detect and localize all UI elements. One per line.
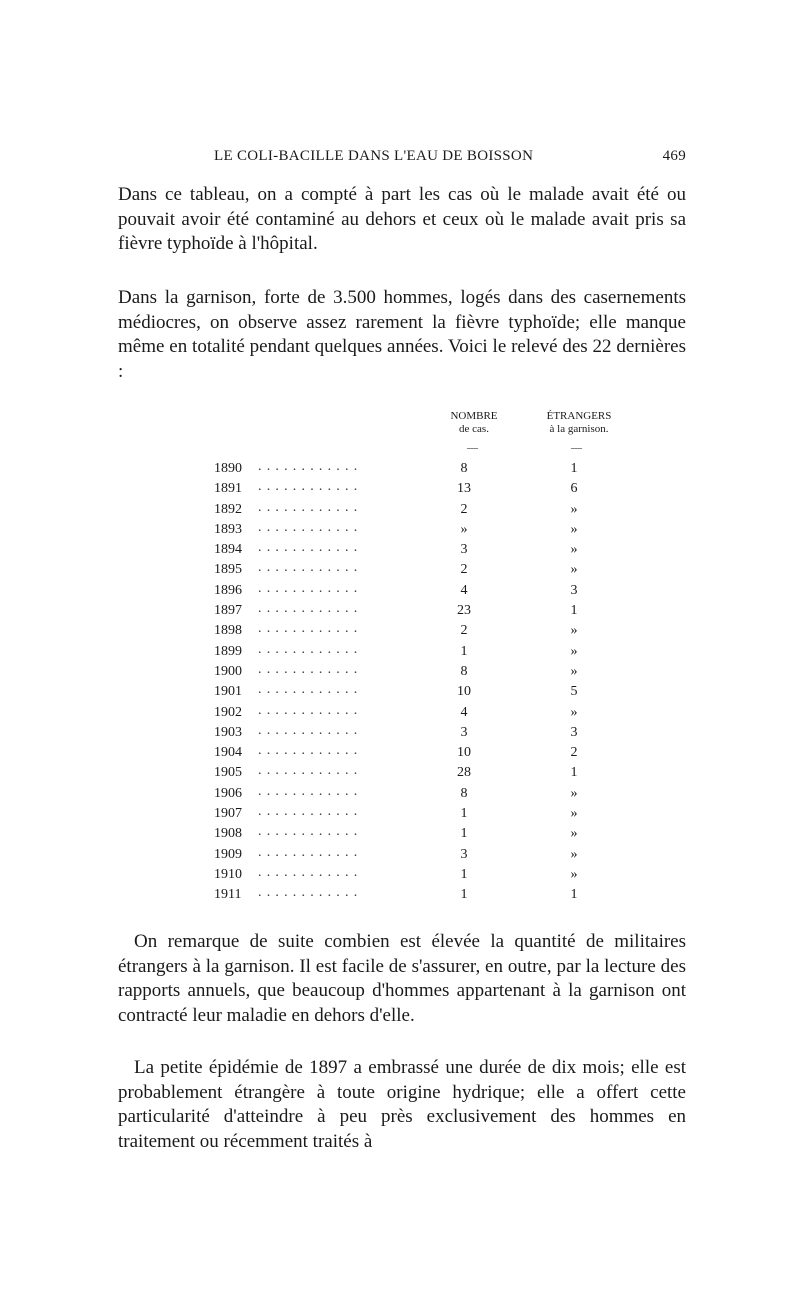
row-cases: 10 (457, 745, 471, 761)
row-year: 1900 (214, 663, 242, 679)
row-cases: 1 (460, 643, 468, 659)
row-cases: 13 (457, 481, 471, 497)
paragraph-2: Dans la garnison, forte de 3.500 hommes, logés dans des casernements médiocres, on observe assez rarement la fièvre typhoïde; elle manque même en totalité pendant quelques années. Voici le relevé des 22 dernières : (118, 287, 686, 382)
table-row (214, 826, 634, 846)
dot-leader: ............ (258, 540, 363, 556)
table-row (214, 499, 634, 522)
row-strangers: » (570, 806, 578, 822)
row-cases: 2 (460, 562, 468, 578)
row-year: 1904 (214, 745, 242, 761)
col-header-strangers: ÉTRANGERS à la garnison. (546, 410, 612, 435)
dot-leader: ............ (258, 824, 363, 840)
row-year: 1891 (214, 481, 242, 497)
dot-leader: ............ (258, 641, 363, 657)
row-year: 1892 (214, 501, 242, 517)
row-strangers: » (570, 846, 578, 862)
row-strangers: » (570, 643, 578, 659)
dot-leader: ............ (258, 864, 363, 880)
dot-leader: ............ (258, 682, 363, 698)
running-title: LE COLI-BACILLE DANS L'EAU DE BOISSON (214, 148, 534, 164)
paragraph-3: On remarque de suite combien est élevée la quantité de militaires étrangers à la garnison. Il est facile de s'assurer, en outre, par la lecture des rapports annuels, que beaucoup d'hommes appartenant à la garnison ont contracté leur maladie en dehors d'elle. (118, 931, 686, 1026)
table-row (214, 765, 634, 785)
row-strangers: 1 (570, 765, 578, 781)
row-cases: 4 (460, 704, 468, 720)
paragraph-1: Dans ce tableau, on a compté à part les cas où le malade avait été ou pouvait avoir été contaminé au dehors et ceux où le malade avait pris sa fièvre typhoïde à l'hôpital. (118, 184, 686, 254)
dot-leader: ............ (258, 580, 363, 596)
row-year: 1908 (214, 826, 242, 842)
table-row (214, 641, 634, 664)
row-strangers: 1 (570, 887, 578, 903)
table-row (214, 481, 634, 501)
row-cases: 1 (460, 806, 468, 822)
row-strangers: » (570, 501, 578, 517)
col-rule-cases: — (467, 442, 478, 454)
table-row (214, 603, 634, 623)
table-row (214, 580, 634, 603)
dot-leader: ............ (258, 743, 363, 759)
dot-leader: ............ (258, 560, 363, 576)
row-cases: 1 (460, 826, 468, 842)
row-year: 1898 (214, 623, 242, 639)
table-row (214, 887, 634, 907)
row-strangers: 3 (570, 582, 578, 598)
dot-leader: ............ (258, 621, 363, 637)
row-strangers: 6 (570, 481, 578, 497)
table-row (214, 684, 634, 704)
page-number: 469 (662, 148, 686, 164)
dot-leader: ............ (258, 722, 363, 738)
row-strangers: » (570, 866, 578, 882)
table-row (214, 661, 634, 684)
row-cases: 3 (460, 542, 468, 558)
dot-leader: ............ (258, 763, 363, 779)
dot-leader: ............ (258, 844, 363, 860)
row-strangers: » (570, 562, 578, 578)
row-cases: 28 (457, 765, 471, 781)
row-strangers: 3 (570, 724, 578, 740)
table-row (214, 542, 634, 562)
row-year: 1895 (214, 562, 242, 578)
row-cases: 10 (457, 684, 471, 700)
table-row (214, 806, 634, 826)
row-cases: 3 (460, 724, 468, 740)
row-year: 1896 (214, 582, 242, 598)
dot-leader: ............ (258, 783, 363, 799)
row-cases: 3 (460, 846, 468, 862)
row-strangers: 1 (570, 603, 578, 619)
row-cases: 8 (460, 785, 468, 801)
row-cases: » (460, 521, 468, 537)
table-row (214, 844, 634, 867)
row-cases: 8 (460, 663, 468, 679)
row-cases: 1 (460, 866, 468, 882)
row-year: 1905 (214, 765, 242, 781)
row-year: 1893 (214, 521, 242, 537)
table-row (214, 702, 634, 725)
col-header-cases: NOMBRE de cas. (450, 410, 498, 435)
dot-leader: ............ (258, 661, 363, 677)
row-cases: 23 (457, 603, 471, 619)
row-strangers: » (570, 704, 578, 720)
row-cases: 8 (460, 461, 468, 476)
table-row (214, 783, 634, 806)
row-strangers: » (570, 826, 578, 842)
row-cases: 4 (460, 582, 468, 598)
row-year: 1903 (214, 724, 242, 740)
row-year: 1907 (214, 806, 242, 822)
row-strangers: 2 (570, 745, 578, 761)
paragraph-4: La petite épidémie de 1897 a embrassé une durée de dix mois; elle est probablement étrangère à toute origine hydrique; elle a offert cette particularité d'atteindre à peu près exclusivement des hommes en traitement ou récemment traités à (118, 1057, 686, 1152)
row-cases: 1 (460, 887, 468, 903)
table-row (214, 461, 634, 481)
row-year: 1911 (214, 887, 242, 903)
dot-leader: ............ (258, 702, 363, 718)
dot-leader: ............ (258, 499, 363, 515)
dot-leader: ............ (258, 804, 363, 820)
row-strangers: » (570, 542, 578, 558)
row-cases: 2 (460, 501, 468, 517)
dot-leader: ............ (258, 519, 363, 535)
row-year: 1894 (214, 542, 242, 558)
row-year: 1890 (214, 461, 242, 476)
table-body (214, 461, 634, 908)
row-cases: 2 (460, 623, 468, 639)
row-strangers: » (570, 785, 578, 801)
row-strangers: 5 (570, 684, 578, 700)
row-year: 1899 (214, 643, 242, 659)
table-row (214, 745, 634, 765)
row-strangers: 1 (570, 461, 578, 476)
row-year: 1910 (214, 866, 242, 882)
dot-leader: ............ (258, 601, 363, 617)
table-row (214, 562, 634, 582)
table-row (214, 722, 634, 745)
dot-leader: ............ (258, 479, 363, 495)
row-strangers: » (570, 521, 578, 537)
table-row (214, 519, 634, 542)
row-year: 1909 (214, 846, 242, 862)
dot-leader: ............ (258, 885, 363, 901)
row-strangers: » (570, 623, 578, 639)
row-year: 1897 (214, 603, 242, 619)
dot-leader: ............ (258, 459, 363, 474)
table-row (214, 623, 634, 643)
table-row (214, 864, 634, 887)
row-strangers: » (570, 663, 578, 679)
row-year: 1901 (214, 684, 242, 700)
row-year: 1906 (214, 785, 242, 801)
col-rule-strangers: — (571, 442, 582, 454)
row-year: 1902 (214, 704, 242, 720)
